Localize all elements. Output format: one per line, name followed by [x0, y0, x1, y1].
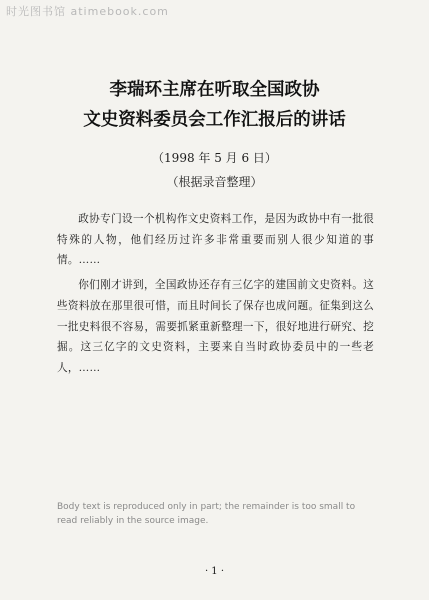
page-number: · 1 ·: [204, 566, 225, 577]
body-text: [57, 209, 374, 383]
paragraph-2: 你们刚才讲到，全国政协还存有三亿字的建国前文史资料。这些资料放在那里很可惜，而且时间长了保存也成问题。征集到这么一批史料很不容易，需要抓紧重新整理一下，很好地进行研究、挖掘。这三亿字的文史资料，主要来自当时政协委员中的一些老人，……: [57, 279, 374, 374]
title-line-2: 文史资料委员会工作汇报后的讲话: [83, 110, 346, 130]
title-line-1: 李瑞环主席在听取全国政协: [109, 80, 320, 100]
date-line: （1998 年 5 月 6 日）: [152, 151, 277, 165]
subtitle-block: [0, 146, 429, 194]
paragraph-1: 政协专门设一个机构作文史资料工作，是因为政协中有一批很特殊的人物，他们经历过许多非常重要而别人很少知道的事情。……: [57, 213, 374, 267]
legibility-note: Body text is reproduced only in part; the remainder is too small to read reliably in the source image.: [57, 502, 356, 526]
document-title: [0, 75, 429, 135]
source-note: （根据录音整理）: [166, 175, 263, 189]
watermark: 时光图书馆 atimebook.com: [6, 5, 169, 18]
